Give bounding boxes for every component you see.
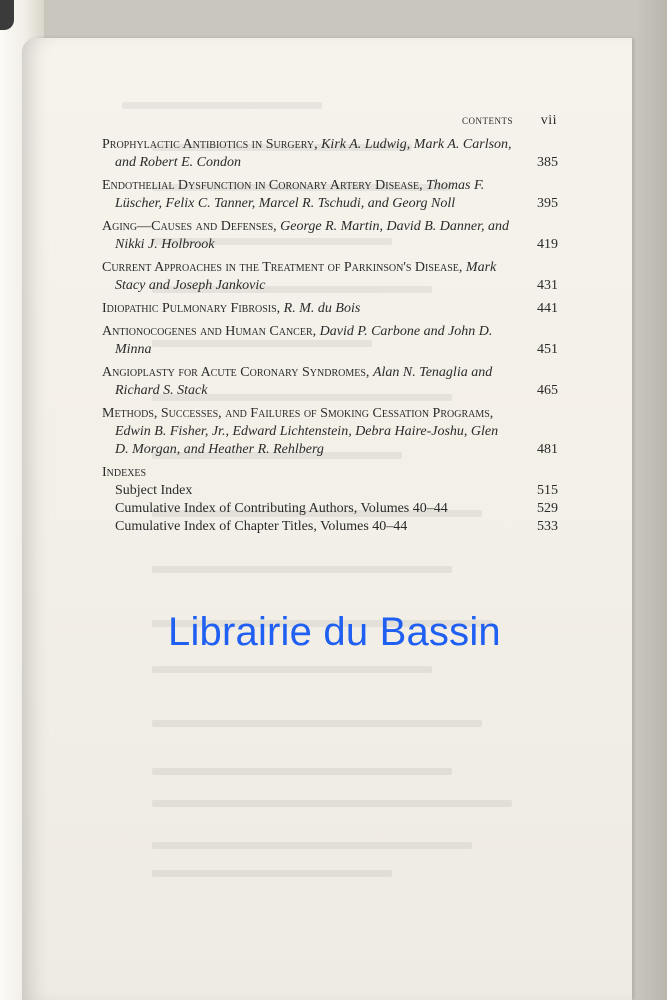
entry-authors: Alan N. Tenaglia and Richard S. Stack [115,365,493,398]
index-item [102,482,558,500]
running-head-label: contents [461,112,513,127]
entry-page-number: 481 [537,442,558,457]
entry-title: Current Approaches in the Treatment of Parkinson's Disease, [102,260,463,275]
entry-authors: R. M. du Bois [283,301,361,316]
running-head-page-number: vii [540,113,557,128]
entry-title: Methods, Successes, and Failures of Smoking Cessation Programs, [102,406,494,421]
index-item-page-number: 533 [537,519,558,534]
index-item-page-number: 529 [537,501,558,516]
entry-page-number: 419 [537,237,558,252]
entry-title: Idiopathic Pulmonary Fibrosis, [102,301,281,316]
index-item [102,518,558,536]
indexes-section [102,464,558,536]
entry-title: Endothelial Dysfunction in Coronary Artery Disease, [102,178,423,193]
entry-authors: Thomas F. Lüscher, Felix C. Tanner, Marcel R. Tschudi, and Georg Noll [115,178,485,211]
toc-entry [102,177,558,213]
toc-entry [102,136,558,172]
background-surface [637,0,667,1000]
index-item-label: Cumulative Index of Contributing Authors, Volumes 40–44 [115,501,448,516]
entry-title: Aging—Causes and Defenses, [102,219,277,234]
toc-entry [102,323,558,359]
entry-authors: Edwin B. Fisher, Jr., Edward Lichtenstein, Debra Haire-Joshu, Glen D. Morgan, and Heather R. Rehlberg [115,424,499,457]
entry-authors: David P. Carbone and John D. Minna [115,324,493,357]
table-of-contents [102,136,558,541]
entry-page-number: 441 [537,301,558,316]
running-head [0,112,557,129]
entry-authors: George R. Martin, David B. Danner, and Nikki J. Holbrook [115,219,510,252]
entry-page-number: 431 [537,278,558,293]
index-item-page-number: 515 [537,483,558,498]
toc-entry [102,300,558,318]
indexes-heading: Indexes [102,465,147,480]
entry-page-number: 385 [537,155,558,170]
index-item-label: Cumulative Index of Chapter Titles, Volumes 40–44 [115,519,408,534]
index-item-label: Subject Index [115,483,193,498]
entry-title: Antionocogenes and Human Cancer, [102,324,317,339]
toc-entry [102,259,558,295]
index-item [102,500,558,518]
entry-authors: Kirk A. Ludwig, Mark A. Carlson, and Robert E. Condon [115,137,512,170]
entry-title: Prophylactic Antibiotics in Surgery, [102,137,318,152]
entry-page-number: 395 [537,196,558,211]
toc-entry [102,405,558,459]
entry-title: Angioplasty for Acute Coronary Syndromes, [102,365,370,380]
entry-page-number: 465 [537,383,558,398]
toc-entry [102,364,558,400]
watermark: Librairie du Bassin [168,610,501,654]
entry-authors: Mark Stacy and Joseph Jankovic [115,260,497,293]
entry-page-number: 451 [537,342,558,357]
toc-entry [102,218,558,254]
